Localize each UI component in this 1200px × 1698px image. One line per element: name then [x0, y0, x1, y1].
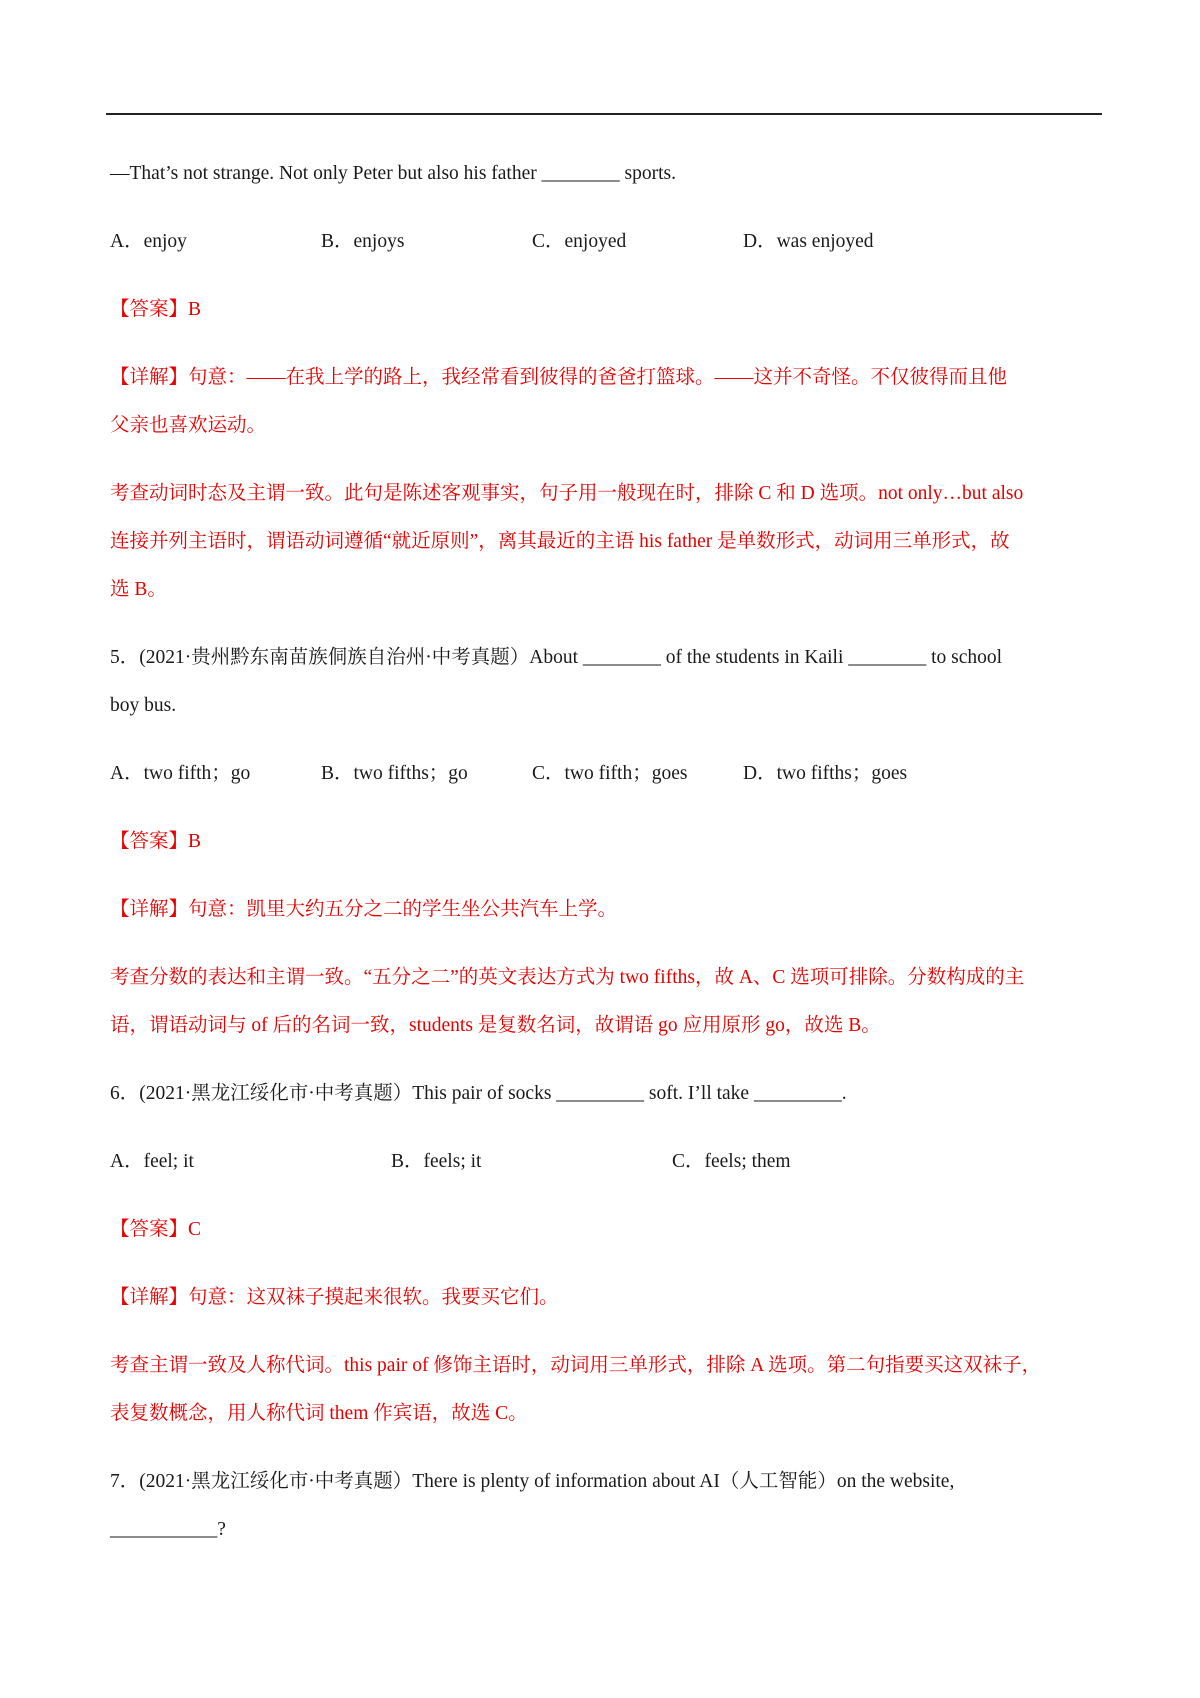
q4-detail-line-1: 【详解】句意：——在我上学的路上，我经常看到彼得的爸爸打篮球。——这并不奇怪。不仅彼得而且他	[110, 367, 1008, 388]
q5-stem-line-1: 5．(2021·贵州黔东南苗族侗族自治州·中考真题）About ________ of the students in Kaili ________ to school	[110, 647, 1003, 668]
q7-stem	[110, 1458, 1100, 1554]
q6-analysis-line-1: 考查主谓一致及人称代词。this pair of 修饰主语时，动词用三单形式，排除 A 选项。第二句指要买这双袜子，	[110, 1355, 1042, 1376]
q4-answer: 【答案】B	[110, 299, 202, 320]
q5-detail-line-1: 【详解】句意：凯里大约五分之二的学生坐公共汽车上学。	[110, 899, 618, 920]
q6-option-c: C．feels; them	[672, 1151, 791, 1172]
q6-answer: 【答案】C	[110, 1219, 202, 1240]
q6-analysis	[110, 1342, 1100, 1438]
q5-analysis	[110, 954, 1100, 1050]
q6-option-b: B．feels; it	[391, 1151, 482, 1172]
q6-option-a: A．feel; it	[110, 1151, 194, 1172]
q6-stem-line: 6．(2021·黑龙江绥化市·中考真题）This pair of socks _________ soft. I’ll take _________.	[110, 1083, 847, 1104]
q5-analysis-line-2: 语，谓语动词与 of 后的名词一致，students 是复数名词，故谓语 go 应用原形 go，故选 B。	[110, 1015, 881, 1036]
q4-options	[110, 218, 1100, 266]
q5-stem-line-2: boy bus.	[110, 695, 177, 716]
q4-option-d: D．was enjoyed	[743, 231, 874, 252]
q4-option-c: C．enjoyed	[532, 231, 627, 252]
q6-options	[110, 1138, 1100, 1186]
q5-answer: 【答案】B	[110, 831, 202, 852]
q4-analysis-line-1: 考查动词时态及主谓一致。此句是陈述客观事实，句子用一般现在时，排除 C 和 D 选项。not only…but also	[110, 483, 1024, 504]
q4-analysis	[110, 470, 1100, 614]
q7-stem-line-2: ___________?	[110, 1519, 226, 1540]
q5-stem	[110, 634, 1100, 730]
q6-analysis-line-2: 表复数概念，用人称代词 them 作宾语，故选 C。	[110, 1403, 528, 1424]
q4-detail-line-2: 父亲也喜欢运动。	[110, 415, 267, 436]
q4-analysis-line-2: 连接并列主语时，谓语动词遵循“就近原则”，离其最近的主语 his father 是单数形式，动词用三单形式，故	[110, 531, 1010, 552]
q5-option-a: A．two fifth；go	[110, 763, 251, 784]
q5-analysis-line-1: 考查分数的表达和主谓一致。“五分之二”的英文表达方式为 two fifths，故 A、C 选项可排除。分数构成的主	[110, 967, 1025, 988]
q4-option-b: B．enjoys	[321, 231, 405, 252]
document-body	[110, 150, 1100, 1574]
q6-detail-line-1: 【详解】句意：这双袜子摸起来很软。我要买它们。	[110, 1287, 559, 1308]
q4-stem-line: —That’s not strange. Not only Peter but also his father ________ sports.	[110, 163, 676, 184]
q7-stem-line-1: 7．(2021·黑龙江绥化市·中考真题）There is plenty of information about AI（人工智能）on the website,	[110, 1471, 955, 1492]
q4-option-a: A．enjoy	[110, 231, 187, 252]
q6-detail	[110, 1274, 1100, 1322]
q4-analysis-line-3: 选 B。	[110, 579, 167, 600]
q4-detail	[110, 354, 1100, 450]
header-rule	[106, 113, 1102, 115]
q5-option-d: D．two fifths；goes	[743, 763, 908, 784]
q5-option-b: B．two fifths；go	[321, 763, 468, 784]
q5-option-c: C．two fifth；goes	[532, 763, 688, 784]
q5-options	[110, 750, 1100, 798]
q5-detail	[110, 886, 1100, 934]
